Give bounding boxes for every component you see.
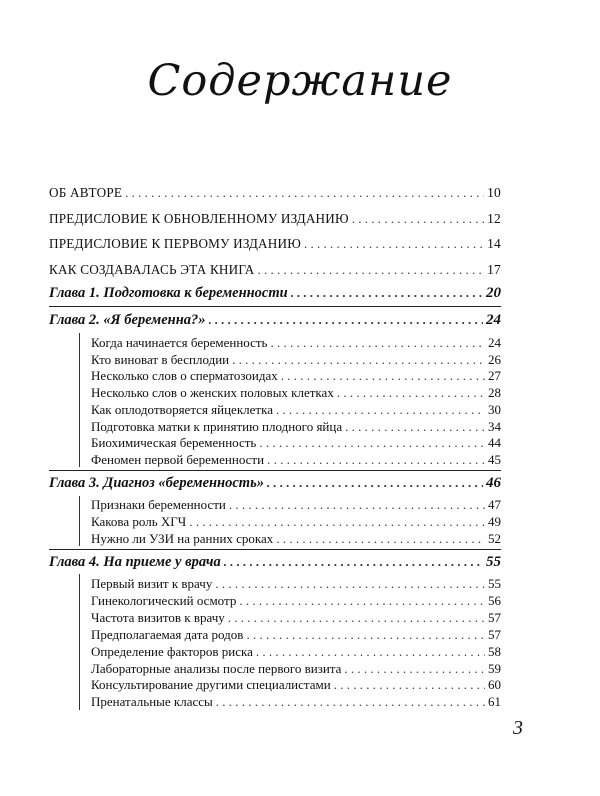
subentry-page: 58 [488, 644, 501, 659]
leader-dots [352, 211, 484, 227]
toc-subentry[interactable] [91, 644, 501, 660]
toc-entry[interactable] [49, 185, 501, 201]
subentry-label: Феномен первой беременности [91, 452, 265, 467]
toc-subentry[interactable] [91, 497, 501, 513]
subentry-page: 52 [488, 531, 501, 546]
subentry-page: 61 [488, 694, 501, 709]
subentry-label: Признаки беременности [91, 497, 226, 512]
leader-dots [209, 312, 483, 328]
toc-entry-page: 17 [487, 262, 501, 277]
leader-dots [276, 531, 485, 547]
chapter-entry[interactable] [49, 554, 501, 571]
toc-subentry[interactable] [91, 419, 501, 435]
subentry-label: Пренатальные классы [91, 694, 213, 709]
toc-entry[interactable] [49, 236, 501, 252]
subentry-label: Какова роль ХГЧ [91, 514, 187, 529]
toc-subentry[interactable] [91, 435, 501, 451]
toc-entry-label: ОБ АВТОРЕ [49, 185, 123, 200]
divider [49, 470, 501, 471]
leader-dots [246, 627, 485, 643]
subentry-page: 27 [488, 368, 501, 383]
toc-entry-page: 12 [487, 211, 501, 226]
subentry-page: 28 [488, 385, 501, 400]
chapter-label: Глава 2. «Я беременна?» [49, 312, 206, 328]
leader-dots [334, 677, 485, 693]
chapter-page: 46 [486, 475, 501, 491]
subentry-label: Первый визит к врачу [91, 576, 213, 591]
subentry-page: 49 [488, 514, 501, 529]
toc-subentry[interactable] [91, 531, 501, 547]
chapter-entry[interactable] [49, 285, 501, 302]
subentry-label: Биохимическая беременность [91, 435, 257, 450]
chapter-label: Глава 1. Подготовка к беременности [49, 285, 288, 301]
subentry-page: 55 [488, 576, 501, 591]
chapter-page: 24 [486, 312, 501, 328]
subentry-label: Как оплодотворяется яйцеклетка [91, 402, 273, 417]
subentry-label: Нужно ли УЗИ на ранних сроках [91, 531, 274, 546]
subentry-page: 30 [488, 402, 501, 417]
toc-subentry[interactable] [91, 627, 501, 643]
subentry-page: 44 [488, 435, 501, 450]
toc-subentry[interactable] [91, 610, 501, 626]
toc-subentry[interactable] [91, 576, 501, 592]
subentry-page: 26 [488, 352, 501, 367]
chapter-page: 20 [486, 285, 501, 301]
leader-dots [281, 368, 485, 384]
leader-dots [304, 236, 484, 252]
divider [49, 549, 501, 550]
leader-dots [229, 497, 485, 513]
chapter-entry[interactable] [49, 312, 501, 329]
leader-dots [189, 514, 485, 530]
subentry-label: Подготовка матки к принятию плодного яйца [91, 419, 343, 434]
toc-subentry[interactable] [91, 694, 501, 710]
section-bar [79, 574, 80, 710]
leader-dots [228, 610, 485, 626]
page-title: Содержание [147, 56, 453, 106]
subentry-page: 24 [488, 335, 501, 350]
subentry-page: 47 [488, 497, 501, 512]
subentry-page: 34 [488, 419, 501, 434]
leader-dots [344, 661, 485, 677]
leader-dots [125, 185, 484, 201]
toc-subentry[interactable] [91, 593, 501, 609]
subentry-page: 60 [488, 677, 501, 692]
subentry-label: Когда начинается беременность [91, 335, 268, 350]
toc-subentry[interactable] [91, 368, 501, 384]
subentry-label: Определение факторов риска [91, 644, 253, 659]
section-bar [79, 333, 80, 467]
toc-subentry[interactable] [91, 335, 501, 351]
subentry-page: 57 [488, 610, 501, 625]
subentry-label: Кто виноват в бесплодии [91, 352, 230, 367]
leader-dots [267, 452, 485, 468]
subentry-label: Предполагаемая дата родов [91, 627, 244, 642]
toc-subentry[interactable] [91, 402, 501, 418]
toc-entry-label: ПРЕДИСЛОВИЕ К ПЕРВОМУ ИЗДАНИЮ [49, 236, 301, 251]
leader-dots [345, 419, 485, 435]
subentry-label: Лабораторные анализы после первого визита [91, 661, 342, 676]
subentry-label: Несколько слов о женских половых клетках [91, 385, 334, 400]
chapter-label: Глава 3. Диагноз «беременность» [49, 475, 264, 491]
leader-dots [216, 694, 485, 710]
leader-dots [291, 285, 483, 301]
subentry-page: 45 [488, 452, 501, 467]
subentry-page: 59 [488, 661, 501, 676]
leader-dots [239, 593, 485, 609]
chapter-label: Глава 4. На приеме у врача [49, 554, 221, 570]
leader-dots [267, 475, 483, 491]
leader-dots [276, 402, 485, 418]
subentry-page: 57 [488, 627, 501, 642]
divider [49, 306, 501, 307]
section-bar [79, 496, 80, 546]
toc-subentry[interactable] [91, 514, 501, 530]
chapter-page: 55 [486, 554, 501, 570]
toc-subentry[interactable] [91, 385, 501, 401]
leader-dots [232, 352, 485, 368]
subentry-label: Частота визитов к врачу [91, 610, 225, 625]
chapter-entry[interactable] [49, 475, 501, 492]
leader-dots [258, 262, 485, 278]
toc-subentry[interactable] [91, 661, 501, 677]
subentry-label: Гинекологический осмотр [91, 593, 237, 608]
toc-entry-page: 14 [487, 236, 501, 251]
leader-dots [337, 385, 485, 401]
subentry-label: Консультирование другими специалистами [91, 677, 331, 692]
toc-subentry[interactable] [91, 677, 501, 693]
toc-entry-label: КАК СОЗДАВАЛАСЬ ЭТА КНИГА [49, 262, 255, 277]
leader-dots [256, 644, 485, 660]
toc-subentry[interactable] [91, 452, 501, 468]
toc-entry-page: 10 [487, 185, 501, 200]
toc-subentry[interactable] [91, 352, 501, 368]
leader-dots [259, 435, 485, 451]
toc-entry-label: ПРЕДИСЛОВИЕ К ОБНОВЛЕННОМУ ИЗДАНИЮ [49, 211, 349, 226]
page-number: 3 [513, 717, 523, 739]
subentry-label: Несколько слов о сперматозоидах [91, 368, 278, 383]
subentry-page: 56 [488, 593, 501, 608]
leader-dots [270, 335, 485, 351]
toc-entry[interactable] [49, 211, 501, 227]
toc-entry[interactable] [49, 262, 501, 278]
leader-dots [215, 576, 485, 592]
leader-dots [224, 554, 483, 570]
